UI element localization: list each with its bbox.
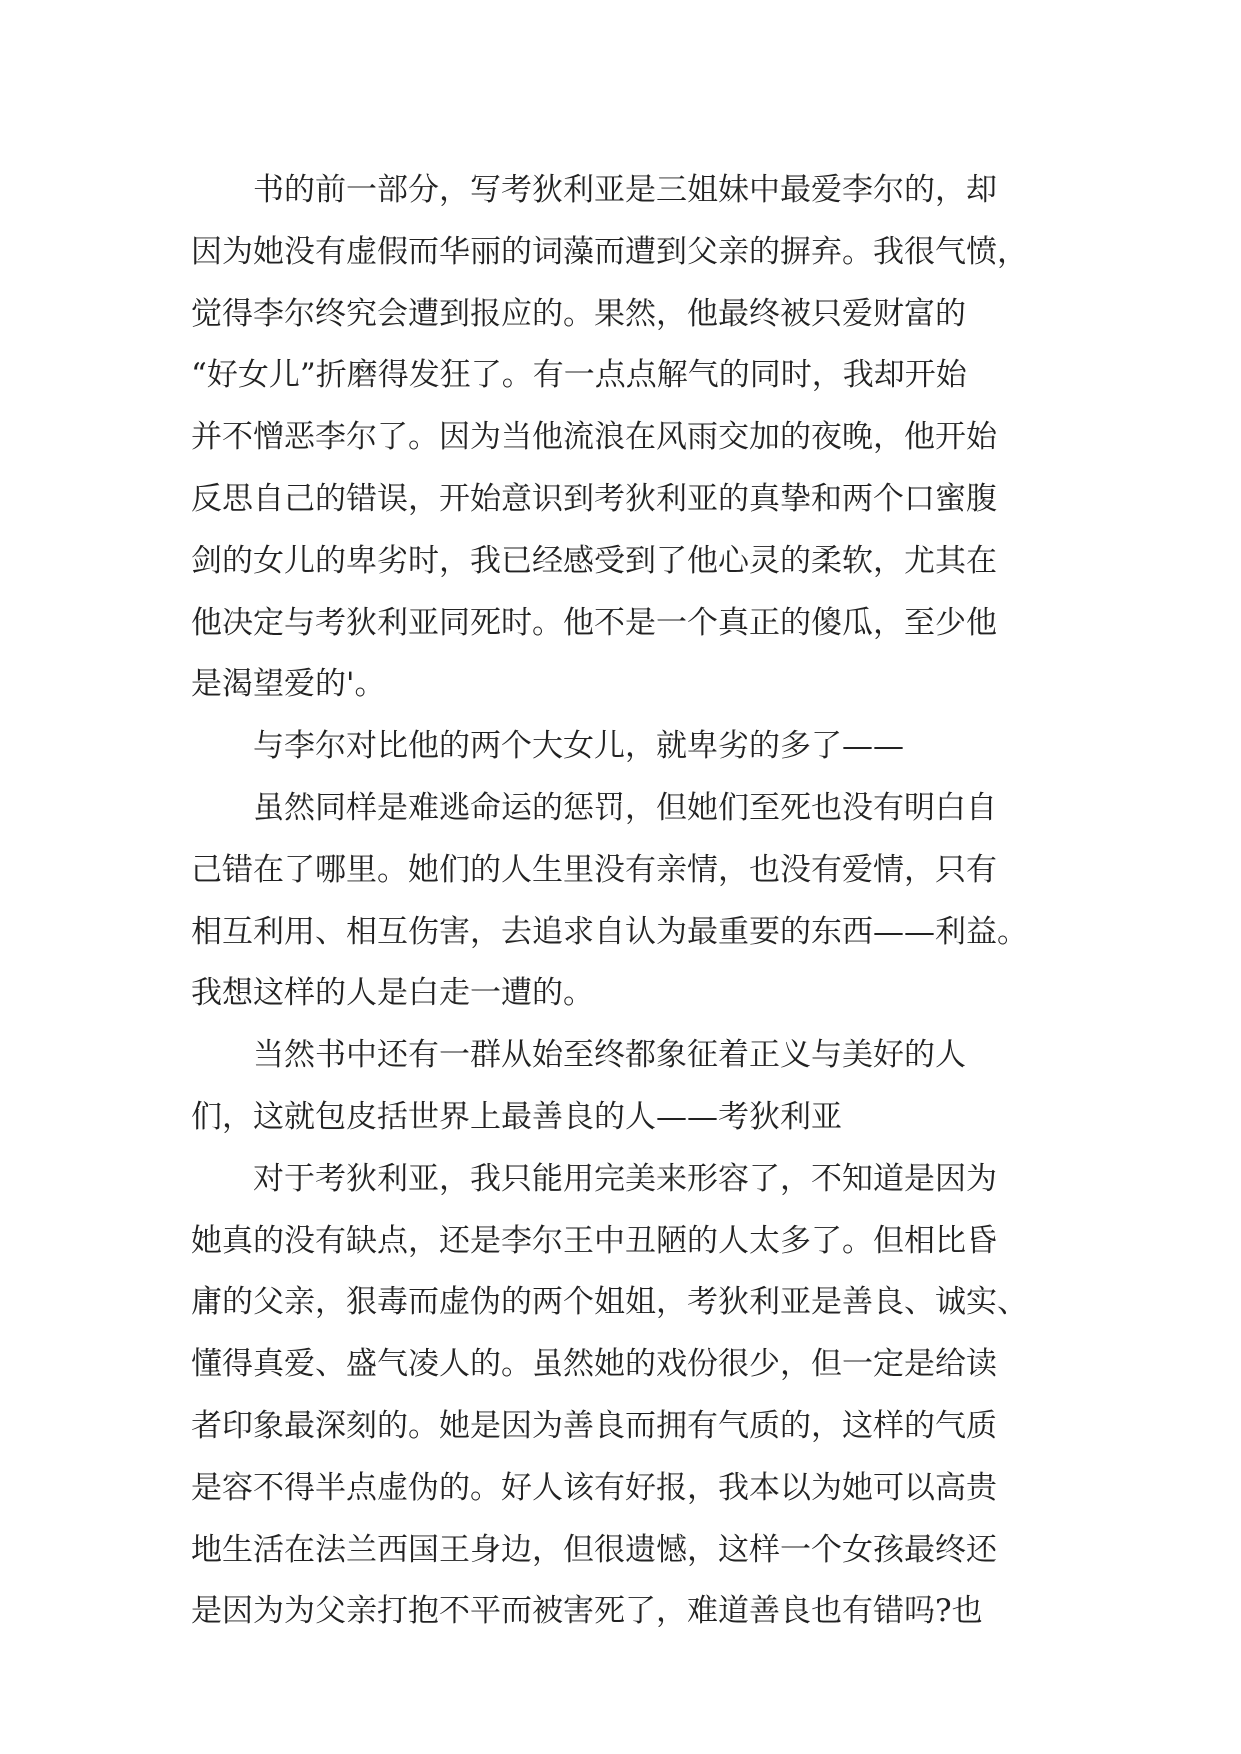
text-line: 者印象最深刻的。她是因为善良而拥有气质的，这样的气质 [191,1407,997,1444]
text-line: 己错在了哪里。她们的人生里没有亲情，也没有爱情，只有 [191,851,997,888]
text-line: 剑的女儿的卑劣时，我已经感受到了他心灵的柔软，尤其在 [191,542,997,579]
text-line: 当然书中还有一群从始至终都象征着正义与美好的人 [191,1037,966,1074]
text-line: 虽然同样是难逃命运的惩罚，但她们至死也没有明白自 [191,789,997,826]
text-line: 我想这样的人是白走一遭的。 [191,975,594,1012]
text-line: 庸的父亲，狠毒而虚伪的两个姐姐，考狄利亚是善良、诚实、 [191,1284,1028,1321]
text-line: 地生活在法兰西国王身边，但很遗憾，这样一个女孩最终还 [191,1531,997,1568]
text-line: 觉得李尔终究会遭到报应的。果然，他最终被只爱财富的 [191,295,966,332]
text-line: 懂得真爱、盛气凌人的。虽然她的戏份很少，但一定是给读 [191,1346,997,1383]
text-line: 是渴望爱的'。 [191,666,386,703]
text-line: 是因为为父亲打抱不平而被害死了，难道善良也有错吗?也 [191,1593,983,1630]
text-line: 反思自己的错误，开始意识到考狄利亚的真挚和两个口蜜腹 [191,480,997,517]
text-line: 与李尔对比他的两个大女儿，就卑劣的多了—— [191,728,904,765]
text-line: 是容不得半点虚伪的。好人该有好报，我本以为她可以高贵 [191,1469,997,1506]
text-line: 对于考狄利亚，我只能用完美来形容了，不知道是因为 [191,1160,997,1197]
text-line: 并不憎恶李尔了。因为当他流浪在风雨交加的夜晚，他开始 [191,419,997,456]
text-line: 因为她没有虚假而华丽的词藻而遭到父亲的摒弃。我很气愤， [191,233,1028,270]
text-line: 们，这就包皮括世界上最善良的人——考狄利亚 [191,1098,842,1135]
body-text [191,160,1091,1643]
text-line: 她真的没有缺点，还是李尔王中丑陋的人太多了。但相比昏 [191,1222,997,1259]
text-line: “好女儿”折磨得发狂了。有一点点解气的同时，我却开始 [191,357,967,394]
text-line: 相互利用、相互伤害，去追求自认为最重要的东西——利益。 [191,913,1028,950]
text-line: 书的前一部分，写考狄利亚是三姐妹中最爱李尔的，却 [191,172,997,208]
text-line: 他决定与考狄利亚同死时。他不是一个真正的傻瓜，至少他 [191,604,997,641]
